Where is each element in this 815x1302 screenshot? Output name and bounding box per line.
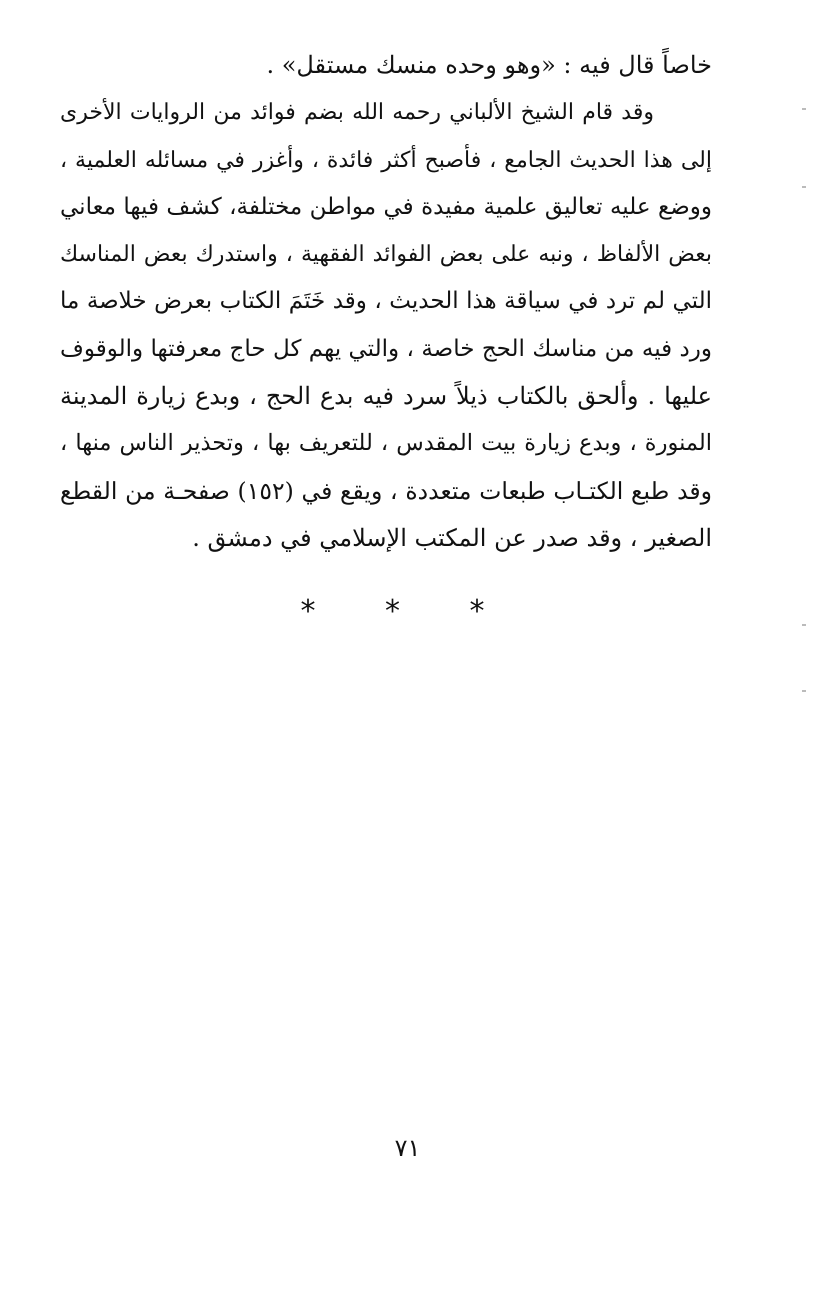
section-separator: * * * bbox=[300, 594, 515, 629]
paragraph-2-line-9: وقد طبع الكتـاب طبعات متعددة ، ويقع في (١٥٢) صفحـة من القطع bbox=[60, 476, 712, 505]
paragraph-2-line-6: ورد فيه من مناسك الحج خاصة ، والتي يهم كل حاج معرفتها والوقوف bbox=[60, 335, 712, 362]
margin-mark bbox=[802, 624, 806, 626]
page-number: ٧١ bbox=[394, 1134, 421, 1162]
paragraph-2-line-7: عليها . وألحق بالكتاب ذيلاً سرد فيه بدع الحج ، وبدع زيارة المدينة bbox=[60, 382, 712, 411]
paragraph-1-line-1: خاصاً قال فيه : «وهو وحده منسك مستقل» . bbox=[266, 51, 712, 79]
body-text bbox=[60, 42, 712, 562]
paragraph-2-line-4: بعض الألفاظ ، ونبه على بعض الفوائد الفقهية ، واستدرك بعض المناسك bbox=[60, 242, 712, 268]
margin-mark bbox=[802, 690, 806, 692]
paragraph-2-line-8: المنورة ، وبدع زيارة بيت المقدس ، للتعريف بها ، وتحذير الناس منها ، bbox=[60, 430, 712, 457]
paragraph-2-line-10: الصغير ، وقد صدر عن المكتب الإسلامي في دمشق . bbox=[192, 523, 712, 552]
paragraph-2-line-5: التي لم ترد في سياقة هذا الحديث ، وقد خَتَمَ الكتاب بعرض خلاصة ما bbox=[60, 288, 712, 315]
paragraph-2-line-2: إلى هذا الحديث الجامع ، فأصبح أكثر فائدة ، وأغزر في مسائله العلمية ، bbox=[60, 147, 712, 173]
paragraph-2-line-3: ووضع عليه تعاليق علمية مفيدة في مواطن مختلفة، كشف فيها معاني bbox=[60, 193, 712, 220]
paragraph-2-line-1: وقد قام الشيخ الألباني رحمه الله بضم فوائد من الروايات الأخرى bbox=[60, 100, 654, 126]
margin-mark bbox=[802, 186, 806, 188]
margin-mark bbox=[802, 108, 806, 110]
